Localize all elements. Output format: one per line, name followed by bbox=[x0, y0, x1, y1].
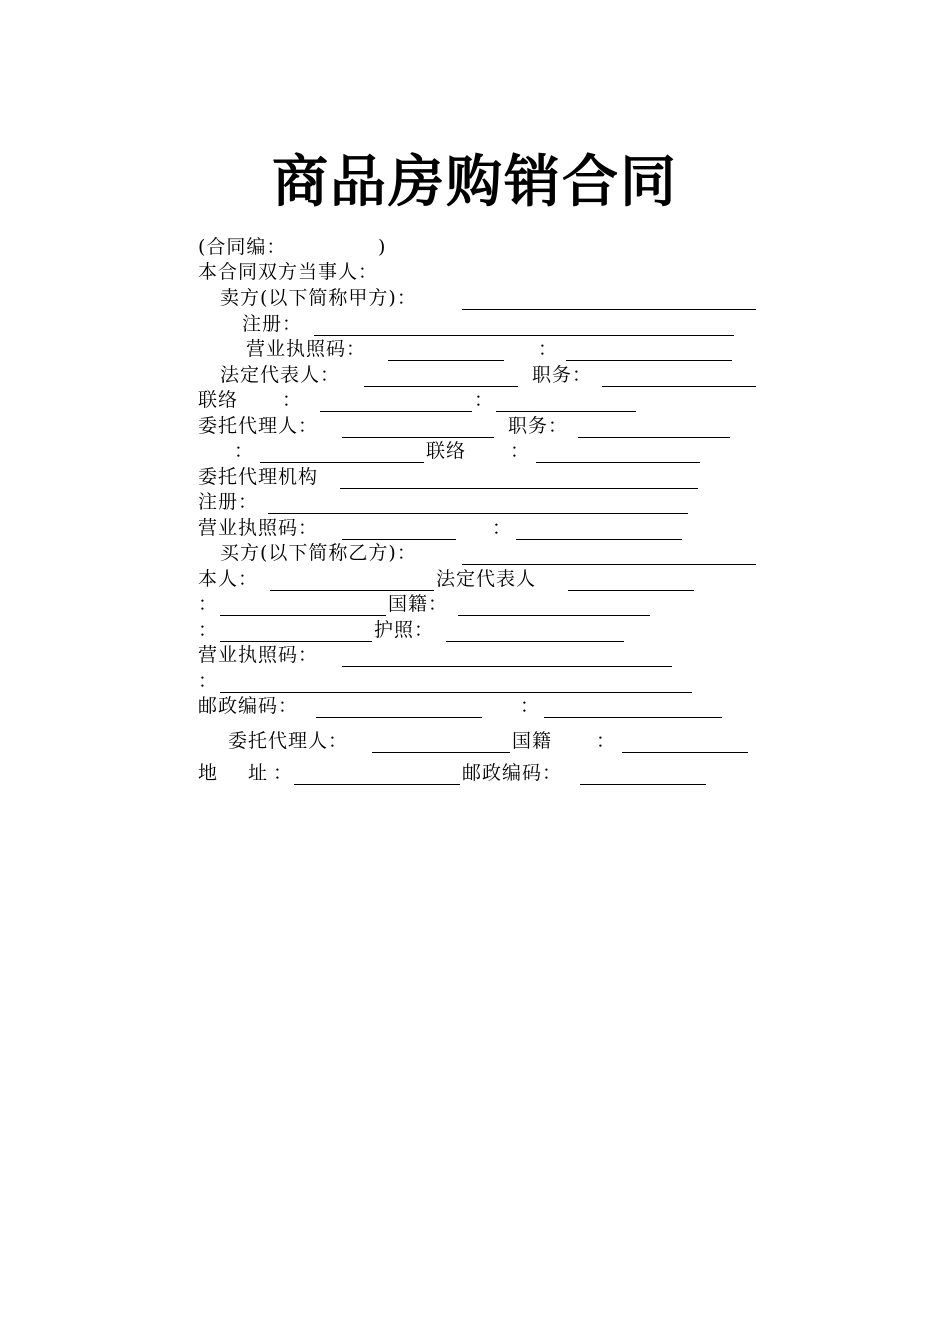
buyer-colon-2: ： bbox=[198, 619, 219, 641]
seller-name-field[interactable] bbox=[462, 309, 756, 310]
seller-position-label: 职务： bbox=[532, 364, 593, 386]
agent-position-label: 职务： bbox=[508, 415, 569, 437]
seller-label: 卖方(以下简称甲方)： bbox=[220, 287, 417, 309]
contract-number-label: (合同编： bbox=[198, 236, 287, 258]
contract-number-close: ) bbox=[378, 236, 387, 258]
buyer-postcode-label: 邮政编码： bbox=[198, 695, 299, 717]
buyer-field-1[interactable] bbox=[220, 615, 386, 616]
agent-field[interactable] bbox=[260, 462, 424, 463]
agency-field[interactable] bbox=[340, 488, 698, 489]
address-postcode-field[interactable] bbox=[580, 784, 706, 785]
buyer-legal-rep-field[interactable] bbox=[568, 590, 694, 591]
agent-colon: ： bbox=[234, 440, 255, 462]
parties-heading: 本合同双方当事人： bbox=[198, 261, 379, 283]
seller-contact-field-1[interactable] bbox=[320, 411, 472, 412]
buyer-license-field[interactable] bbox=[342, 666, 672, 667]
agency-license-label: 营业执照码： bbox=[198, 517, 319, 539]
buyer-license-label: 营业执照码： bbox=[198, 644, 319, 666]
seller-license-field[interactable] bbox=[388, 360, 504, 361]
buyer-legal-rep-label: 法定代表人 bbox=[436, 568, 537, 590]
buyer-postcode-extra-field[interactable] bbox=[544, 717, 722, 718]
agent-name-field[interactable] bbox=[342, 437, 494, 438]
seller-contact-colon-1: ： bbox=[282, 389, 303, 411]
agent-contact-label: 联络 bbox=[426, 440, 467, 462]
buyer-agent-field[interactable] bbox=[372, 752, 510, 753]
agency-label: 委托代理机构 bbox=[198, 466, 319, 488]
buyer-nationality-label: 国籍： bbox=[388, 593, 449, 615]
seller-position-field[interactable] bbox=[602, 386, 756, 387]
buyer-colon-1: ： bbox=[198, 593, 219, 615]
address-field[interactable] bbox=[294, 784, 460, 785]
address-label: 地 址： bbox=[198, 762, 299, 784]
address-postcode-label: 邮政编码： bbox=[462, 762, 563, 784]
seller-register-field[interactable] bbox=[314, 335, 734, 336]
agency-register-field[interactable] bbox=[268, 513, 688, 514]
agency-license-colon: ： bbox=[492, 517, 513, 539]
seller-license-colon: ： bbox=[538, 338, 559, 360]
agent-label: 委托代理人： bbox=[198, 415, 319, 437]
buyer-nationality-field[interactable] bbox=[458, 615, 650, 616]
agency-register-label: 注册： bbox=[198, 491, 259, 513]
buyer-self-label: 本人： bbox=[198, 568, 259, 590]
seller-contact-field-2[interactable] bbox=[496, 411, 636, 412]
buyer-passport-field[interactable] bbox=[446, 641, 624, 642]
seller-contact-label: 联络 bbox=[198, 389, 239, 411]
seller-license-extra-field[interactable] bbox=[566, 360, 732, 361]
buyer-agent-label: 委托代理人： bbox=[228, 730, 349, 752]
buyer-label: 买方(以下简称乙方)： bbox=[220, 542, 417, 564]
agent-contact-colon: ： bbox=[510, 440, 531, 462]
seller-legal-rep-field[interactable] bbox=[364, 386, 518, 387]
buyer-name-field[interactable] bbox=[462, 564, 756, 565]
buyer-agent-nationality-label: 国籍 bbox=[512, 730, 553, 752]
agency-license-extra-field[interactable] bbox=[516, 539, 682, 540]
agent-contact-field[interactable] bbox=[536, 462, 700, 463]
buyer-postcode-field[interactable] bbox=[316, 717, 482, 718]
seller-license-label: 营业执照码： bbox=[246, 338, 367, 360]
agent-position-field[interactable] bbox=[578, 437, 730, 438]
seller-contact-colon-2: ： bbox=[474, 389, 495, 411]
buyer-postcode-colon: ： bbox=[520, 695, 541, 717]
seller-legal-rep-label: 法定代表人： bbox=[220, 364, 341, 386]
buyer-passport-label: 护照： bbox=[374, 619, 435, 641]
buyer-agent-nationality-field[interactable] bbox=[622, 752, 748, 753]
buyer-colon-3: ： bbox=[198, 670, 219, 692]
buyer-agent-colon: ： bbox=[596, 730, 617, 752]
seller-register-label: 注册： bbox=[242, 313, 303, 335]
document-title: 商品房购销合同 bbox=[272, 150, 678, 215]
